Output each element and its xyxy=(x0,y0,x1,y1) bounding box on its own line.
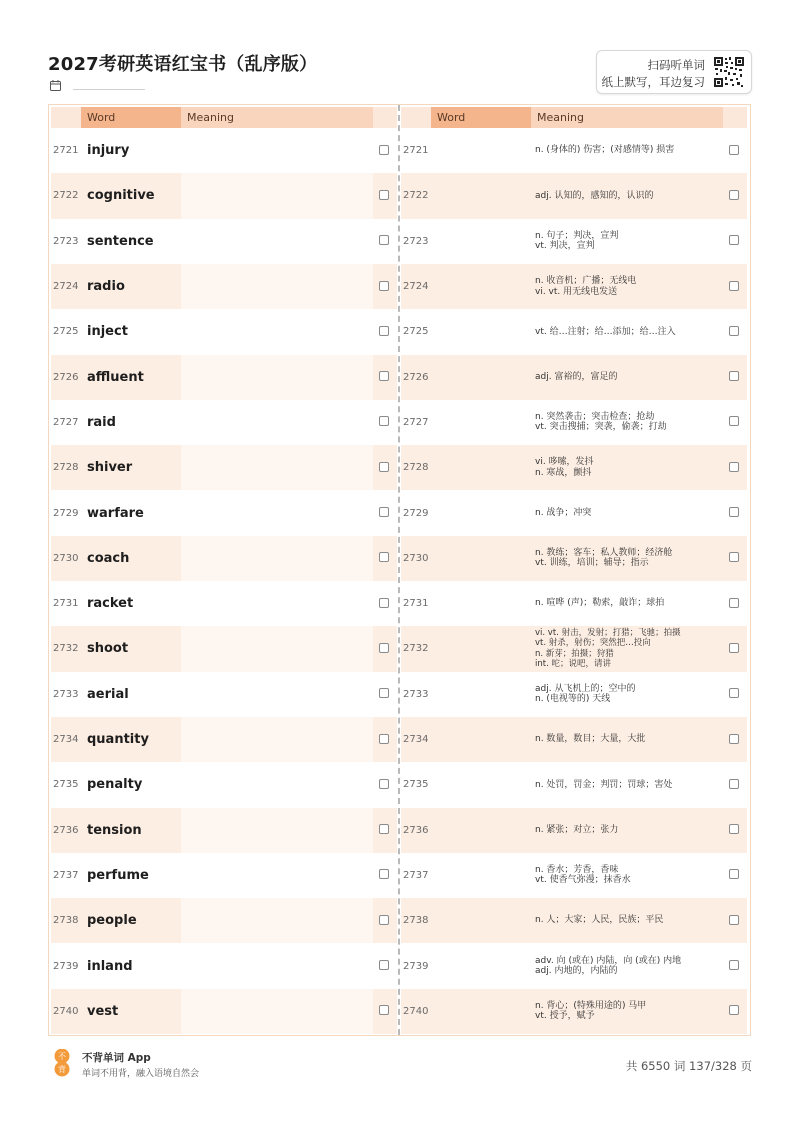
checkbox-icon[interactable] xyxy=(379,1005,389,1015)
svg-text:背: 背 xyxy=(58,1065,66,1074)
meaning-write-in-cell[interactable] xyxy=(181,536,373,581)
table-row xyxy=(401,128,747,173)
row-number: 2733 xyxy=(53,688,79,700)
row-number: 2736 xyxy=(403,824,429,836)
vocab-word: vest xyxy=(87,1003,119,1019)
header-meaning: Meaning xyxy=(181,107,373,128)
row-number: 2721 xyxy=(403,145,429,157)
meaning-column-half xyxy=(401,105,747,1035)
checkbox-icon[interactable] xyxy=(729,869,739,879)
meaning-line: n. 战争；冲突 xyxy=(535,507,592,518)
row-number: 2724 xyxy=(403,281,429,293)
footer-slogan: 单词不用背，融入语境自然会 xyxy=(82,1069,200,1079)
meaning-line: adv. 向 (或在) 内陆，向 (或在) 内地 xyxy=(535,955,682,966)
page-title: 2027考研英语红宝书（乱序版） xyxy=(48,54,318,75)
meaning-write-in-cell[interactable] xyxy=(181,128,373,173)
meaning-line: vt. 授予，赋予 xyxy=(535,1011,595,1022)
meaning-write-in-cell[interactable] xyxy=(181,400,373,445)
table-row xyxy=(401,898,747,943)
app-logo-icon xyxy=(52,1049,72,1077)
checkbox-icon[interactable] xyxy=(379,643,389,653)
meaning-line: vt. 训练，培训；辅导；指示 xyxy=(535,558,649,569)
meaning-write-in-cell[interactable] xyxy=(181,581,373,626)
row-number: 2728 xyxy=(53,462,79,474)
vocab-meaning xyxy=(535,309,721,354)
table-row xyxy=(401,536,747,581)
vocab-word: affluent xyxy=(87,369,144,385)
checkbox-icon[interactable] xyxy=(729,779,739,789)
row-number: 2740 xyxy=(53,1005,79,1017)
checkbox-icon[interactable] xyxy=(379,688,389,698)
row-number: 2732 xyxy=(403,643,429,655)
table-row xyxy=(401,672,747,717)
table-row xyxy=(51,219,397,264)
checkbox-icon[interactable] xyxy=(729,915,739,925)
table-row xyxy=(401,309,747,354)
qr-caption-2: 纸上默写，耳边复习 xyxy=(601,75,705,89)
meaning-line: n. 句子；判决，宣判 xyxy=(535,230,619,241)
checkbox-icon[interactable] xyxy=(729,552,739,562)
meaning-line: n. 收音机；广播；无线电 xyxy=(535,276,637,287)
checkbox-icon[interactable] xyxy=(729,1005,739,1015)
vocab-word: radio xyxy=(87,279,125,295)
header-num-cell xyxy=(51,107,81,128)
vocab-word: perfume xyxy=(87,867,149,883)
meaning-line: vt. 判决，宣判 xyxy=(535,241,595,252)
checkbox-icon[interactable] xyxy=(379,779,389,789)
row-number: 2726 xyxy=(53,371,79,383)
vocab-meaning xyxy=(535,128,721,173)
table-row xyxy=(401,400,747,445)
meaning-write-in-cell[interactable] xyxy=(181,898,373,943)
row-number: 2732 xyxy=(53,643,79,655)
meaning-line: vt. 突击搜捕；突袭，偷袭；打劫 xyxy=(535,422,667,433)
checkbox-icon[interactable] xyxy=(379,462,389,472)
row-number: 2727 xyxy=(53,416,79,428)
meaning-line: n. 寒战，颤抖 xyxy=(535,467,592,478)
fold-divider xyxy=(398,105,400,1035)
table-row xyxy=(51,128,397,173)
checkbox-icon[interactable] xyxy=(379,960,389,970)
checkbox-icon[interactable] xyxy=(729,326,739,336)
vocab-meaning xyxy=(535,717,721,762)
table-row xyxy=(51,490,397,535)
vocab-meaning xyxy=(535,898,721,943)
table-row xyxy=(51,717,397,762)
meaning-write-in-cell[interactable] xyxy=(181,355,373,400)
row-number: 2735 xyxy=(403,779,429,791)
checkbox-icon[interactable] xyxy=(379,416,389,426)
qr-caption-1: 扫码听单词 xyxy=(647,58,705,72)
row-number: 2729 xyxy=(403,507,429,519)
checkbox-icon[interactable] xyxy=(379,915,389,925)
meaning-write-in-cell[interactable] xyxy=(181,445,373,490)
vocab-word: coach xyxy=(87,550,130,566)
row-number: 2730 xyxy=(403,552,429,564)
row-number: 2738 xyxy=(53,915,79,927)
checkbox-icon[interactable] xyxy=(379,190,389,200)
header-num-cell xyxy=(401,107,431,128)
vocab-meaning xyxy=(535,853,721,898)
checkbox-icon[interactable] xyxy=(729,598,739,608)
row-number: 2737 xyxy=(53,869,79,881)
checkbox-icon[interactable] xyxy=(729,145,739,155)
vocab-meaning xyxy=(535,400,721,445)
right-table-header xyxy=(401,107,747,128)
meaning-write-in-cell[interactable] xyxy=(181,853,373,898)
vocab-word: shiver xyxy=(87,460,133,476)
meaning-line: n. 处罚，罚金；判罚；罚球；害处 xyxy=(535,779,673,790)
meaning-line: n. 新芽；拍摄；狩猎 xyxy=(535,648,614,659)
meaning-write-in-cell[interactable] xyxy=(181,309,373,354)
vocab-word: injury xyxy=(87,143,130,159)
meaning-line: adj. 认知的，感知的，认识的 xyxy=(535,190,654,201)
table-row xyxy=(51,762,397,807)
row-number: 2721 xyxy=(53,145,79,157)
checkbox-icon[interactable] xyxy=(729,688,739,698)
vocab-table xyxy=(48,104,751,1036)
checkbox-icon[interactable] xyxy=(379,371,389,381)
table-row xyxy=(401,355,747,400)
meaning-line: adj. 从飞机上的；空中的 xyxy=(535,683,636,694)
table-row xyxy=(401,853,747,898)
header-word: Word xyxy=(431,107,531,128)
checkbox-icon[interactable] xyxy=(729,960,739,970)
checkbox-icon[interactable] xyxy=(729,643,739,653)
row-number: 2731 xyxy=(53,598,79,610)
meaning-write-in-cell[interactable] xyxy=(181,173,373,218)
row-number: 2723 xyxy=(53,235,79,247)
vocab-meaning xyxy=(535,808,721,853)
row-number: 2731 xyxy=(403,598,429,610)
header-check-cell xyxy=(723,107,747,128)
vocab-word: penalty xyxy=(87,777,143,793)
meaning-line: n. (身体的) 伤害；(对感情等) 损害 xyxy=(535,145,675,156)
vocab-meaning xyxy=(535,355,721,400)
header-check-cell xyxy=(373,107,397,128)
table-row xyxy=(51,581,397,626)
date-field xyxy=(50,80,145,91)
vocab-word: inject xyxy=(87,324,128,340)
table-row xyxy=(51,989,397,1034)
meaning-line: vt. 给…注射；给…添加；给…注入 xyxy=(535,326,676,337)
row-number: 2728 xyxy=(403,462,429,474)
table-row xyxy=(51,309,397,354)
row-number: 2736 xyxy=(53,824,79,836)
table-row xyxy=(51,808,397,853)
meaning-line: vi. vt. 用无线电发送 xyxy=(535,286,618,297)
vocab-word: inland xyxy=(87,958,133,974)
calendar-icon xyxy=(50,80,61,91)
vocab-meaning xyxy=(535,626,721,671)
meaning-write-in-cell[interactable] xyxy=(181,989,373,1034)
row-number: 2735 xyxy=(53,779,79,791)
meaning-line: n. 喧哗 (声)；勒索，敲诈；球拍 xyxy=(535,598,665,609)
meaning-line: n. 香水；芳香，香味 xyxy=(535,864,619,875)
checkbox-icon[interactable] xyxy=(729,281,739,291)
row-number: 2727 xyxy=(403,416,429,428)
table-row xyxy=(51,173,397,218)
table-row xyxy=(51,898,397,943)
meaning-line: vt. 使香气弥漫；抹香水 xyxy=(535,875,631,886)
row-number: 2738 xyxy=(403,915,429,927)
table-row xyxy=(401,626,747,671)
table-row xyxy=(51,672,397,717)
vocab-word: tension xyxy=(87,822,142,838)
meaning-write-in-cell[interactable] xyxy=(181,264,373,309)
meaning-write-in-cell[interactable] xyxy=(181,717,373,762)
table-row xyxy=(401,490,747,535)
table-row xyxy=(51,400,397,445)
header-word: Word xyxy=(81,107,181,128)
svg-text:不: 不 xyxy=(58,1052,66,1061)
meaning-line: n. 紧张；对立；张力 xyxy=(535,824,619,835)
vocab-word: cognitive xyxy=(87,188,155,204)
vocab-meaning xyxy=(535,536,721,581)
checkbox-icon[interactable] xyxy=(379,824,389,834)
row-number: 2733 xyxy=(403,688,429,700)
vocab-meaning xyxy=(535,672,721,717)
meaning-line: vi. 哆嗦，发抖 xyxy=(535,457,594,468)
table-row xyxy=(401,581,747,626)
meaning-write-in-cell[interactable] xyxy=(181,490,373,535)
vocab-meaning xyxy=(535,581,721,626)
checkbox-icon[interactable] xyxy=(379,507,389,517)
table-row xyxy=(401,717,747,762)
meaning-line: adj. 富裕的，富足的 xyxy=(535,371,618,382)
meaning-line: int. 咜；说吧，请讲 xyxy=(535,659,611,670)
meaning-line: vi. vt. 射击，发射；打猎；飞驰；拍摄 xyxy=(535,627,681,638)
checkbox-icon[interactable] xyxy=(379,145,389,155)
audio-qr-box[interactable] xyxy=(596,50,752,94)
checkbox-icon[interactable] xyxy=(729,507,739,517)
table-row xyxy=(401,808,747,853)
footer-app-name: 不背单词 App xyxy=(82,1052,151,1064)
checkbox-icon[interactable] xyxy=(379,235,389,245)
row-number: 2723 xyxy=(403,235,429,247)
checkbox-icon[interactable] xyxy=(729,824,739,834)
table-row xyxy=(401,173,747,218)
meaning-write-in-cell[interactable] xyxy=(181,219,373,264)
vocab-word: warfare xyxy=(87,505,144,521)
meaning-write-in-cell[interactable] xyxy=(181,808,373,853)
checkbox-icon[interactable] xyxy=(729,462,739,472)
table-row xyxy=(401,445,747,490)
checkbox-icon[interactable] xyxy=(729,235,739,245)
meaning-write-in-cell[interactable] xyxy=(181,943,373,988)
row-number: 2737 xyxy=(403,869,429,881)
checkbox-icon[interactable] xyxy=(379,552,389,562)
vocab-word: racket xyxy=(87,596,134,612)
meaning-write-in-cell[interactable] xyxy=(181,626,373,671)
table-row xyxy=(401,762,747,807)
vocab-meaning xyxy=(535,445,721,490)
checkbox-icon[interactable] xyxy=(379,281,389,291)
row-number: 2722 xyxy=(53,190,79,202)
row-number: 2739 xyxy=(53,960,79,972)
vocab-meaning xyxy=(535,173,721,218)
vocab-word: shoot xyxy=(87,641,129,657)
vocab-meaning xyxy=(535,264,721,309)
row-number: 2725 xyxy=(53,326,79,338)
table-row xyxy=(51,943,397,988)
date-blank-line[interactable] xyxy=(73,81,145,90)
row-number: 2729 xyxy=(53,507,79,519)
checkbox-icon[interactable] xyxy=(729,190,739,200)
row-number: 2739 xyxy=(403,960,429,972)
table-row xyxy=(401,943,747,988)
checkbox-icon[interactable] xyxy=(379,734,389,744)
meaning-line: n. 教练；客车；私人教师；经济舱 xyxy=(535,547,673,558)
row-number: 2724 xyxy=(53,281,79,293)
meaning-line: adj. 内地的，内陆的 xyxy=(535,966,618,977)
meaning-line: n. 突然袭击；突击检查；抢劫 xyxy=(535,411,655,422)
word-column-half xyxy=(51,105,397,1035)
meaning-line: n. (电视等的) 天线 xyxy=(535,694,611,705)
vocab-word: quantity xyxy=(87,732,149,748)
meaning-line: n. 背心；(特殊用途的) 马甲 xyxy=(535,1000,647,1011)
checkbox-icon[interactable] xyxy=(379,598,389,608)
table-row xyxy=(51,853,397,898)
meaning-line: n. 人；大家；人民，民族；平民 xyxy=(535,915,664,926)
table-row xyxy=(51,355,397,400)
vocab-meaning xyxy=(535,490,721,535)
meaning-write-in-cell[interactable] xyxy=(181,672,373,717)
meaning-write-in-cell[interactable] xyxy=(181,762,373,807)
row-number: 2730 xyxy=(53,552,79,564)
checkbox-icon[interactable] xyxy=(379,326,389,336)
checkbox-icon[interactable] xyxy=(729,371,739,381)
left-table-header xyxy=(51,107,397,128)
meaning-line: n. 数量，数目；大量，大批 xyxy=(535,734,646,745)
table-row xyxy=(51,264,397,309)
vocab-meaning xyxy=(535,219,721,264)
page-counter: 共 6550 词 137/328 页 xyxy=(625,1059,752,1073)
table-row xyxy=(401,264,747,309)
row-number: 2740 xyxy=(403,1005,429,1017)
row-number: 2725 xyxy=(403,326,429,338)
qr-code-icon[interactable] xyxy=(713,56,745,88)
checkbox-icon[interactable] xyxy=(729,734,739,744)
vocab-word: people xyxy=(87,913,137,929)
table-row xyxy=(401,989,747,1034)
vocab-meaning xyxy=(535,762,721,807)
header-meaning: Meaning xyxy=(531,107,723,128)
vocab-word: aerial xyxy=(87,686,129,702)
checkbox-icon[interactable] xyxy=(379,869,389,879)
row-number: 2734 xyxy=(403,734,429,746)
table-row xyxy=(51,626,397,671)
vocab-meaning xyxy=(535,989,721,1034)
checkbox-icon[interactable] xyxy=(729,416,739,426)
vocab-meaning xyxy=(535,943,721,988)
vocab-word: raid xyxy=(87,414,116,430)
vocab-word: sentence xyxy=(87,233,154,249)
table-row xyxy=(401,219,747,264)
row-number: 2734 xyxy=(53,734,79,746)
meaning-line: vt. 射杀，射伤；突然把…投向 xyxy=(535,638,651,649)
table-row xyxy=(51,445,397,490)
row-number: 2722 xyxy=(403,190,429,202)
table-row xyxy=(51,536,397,581)
row-number: 2726 xyxy=(403,371,429,383)
